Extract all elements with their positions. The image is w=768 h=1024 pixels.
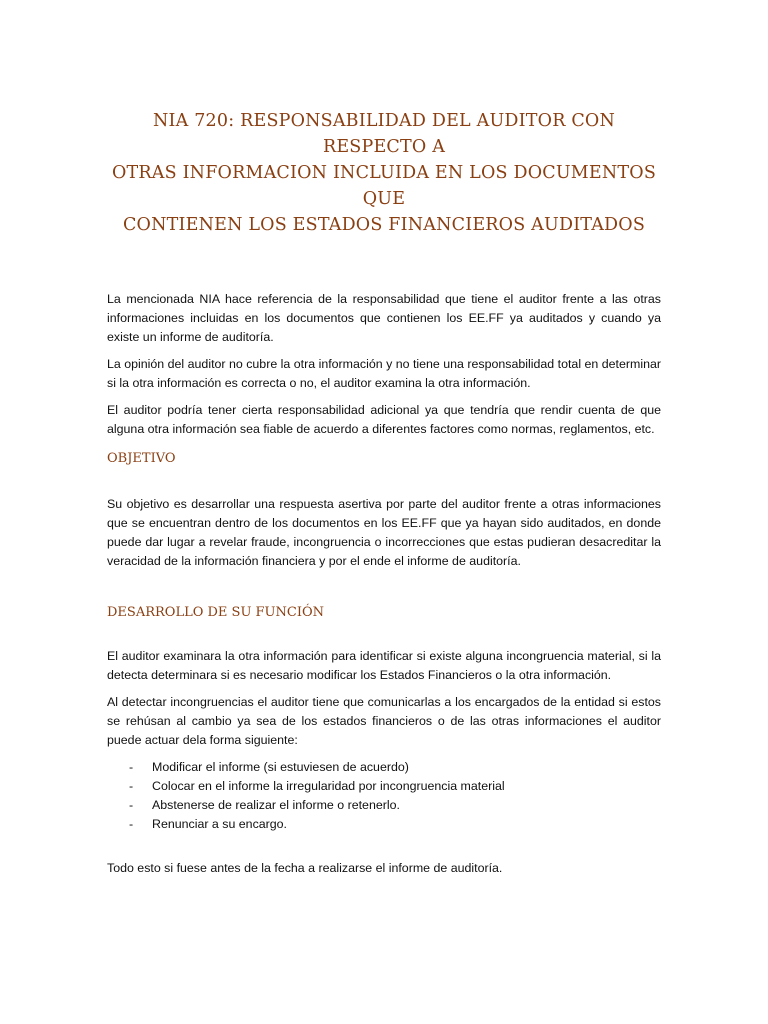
objetivo-heading: OBJETIVO: [107, 451, 176, 466]
desarrollo-paragraph-2: Al detectar incongruencias el auditor tiene que comunicarlas a los encargados de la entidad si estos se rehúsan al cambio ya sea de los estados financieros o de las otras informaciones el auditor puede actuar dela forma siguiente:: [107, 695, 661, 747]
document-content: [107, 108, 661, 878]
closing-paragraph: Todo esto si fuese antes de la fecha a realizarse el informe de auditoría.: [107, 861, 503, 875]
title-line-1: NIA 720: RESPONSABILIDAD DEL AUDITOR CON RESPECTO A: [153, 111, 615, 157]
title-line-2: OTRAS INFORMACION INCLUIDA EN LOS DOCUMENTOS QUE: [111, 163, 657, 209]
list-item-text: Abstenerse de realizar el informe o retenerlo.: [152, 798, 400, 812]
list-item-text: Renunciar a su encargo.: [152, 817, 288, 831]
title-line-3: CONTIENEN LOS ESTADOS FINANCIEROS AUDITADOS: [122, 215, 646, 235]
list-item-text: Modificar el informe (si estuviesen de acuerdo): [152, 760, 409, 774]
bullet-dash: -: [129, 817, 134, 831]
action-list: [107, 758, 661, 834]
intro-paragraph-3: El auditor podría tener cierta responsabilidad adicional ya que tendría que rendir cuenta de que alguna otra información sea fiable de acuerdo a diferentes factores como normas, reglamentos, etc.: [107, 403, 661, 436]
list-item-text: Colocar en el informe la irregularidad por incongruencia material: [152, 779, 505, 793]
list-item: [107, 796, 661, 815]
list-item: [107, 777, 661, 796]
intro-paragraph-2: La opinión del auditor no cubre la otra información y no tiene una responsabilidad total en determinar si la otra información es correcta o no, el auditor examina la otra información.: [107, 357, 661, 390]
document-title: [107, 108, 661, 238]
list-item: [107, 758, 661, 777]
desarrollo-heading: DESARROLLO DE SU FUNCIÓN: [107, 605, 325, 620]
list-item: [107, 815, 661, 834]
bullet-dash: -: [129, 798, 134, 812]
bullet-dash: -: [129, 760, 134, 774]
objetivo-paragraph: Su objetivo es desarrollar una respuesta asertiva por parte del auditor frente a otras informaciones que se encuentran dentro de los documentos en los EE.FF que ya hayan sido auditados, en donde puede dar lugar a revelar fraude, incongruencia o incorrecciones que estas pudieran desacreditar la veracidad de la información financiera y por el ende el informe de auditoría.: [107, 497, 661, 568]
desarrollo-paragraph-1: El auditor examinara la otra información para identificar si existe alguna incongruencia material, si la detecta determinara si es necesario modificar los Estados Financieros o la otra información.: [107, 649, 661, 682]
bullet-dash: -: [129, 779, 134, 793]
intro-paragraph-1: La mencionada NIA hace referencia de la responsabilidad que tiene el auditor frente a las otras informaciones incluidas en los documentos que contienen los EE.FF ya auditados y cuando ya existe un informe de auditoría.: [107, 292, 661, 344]
